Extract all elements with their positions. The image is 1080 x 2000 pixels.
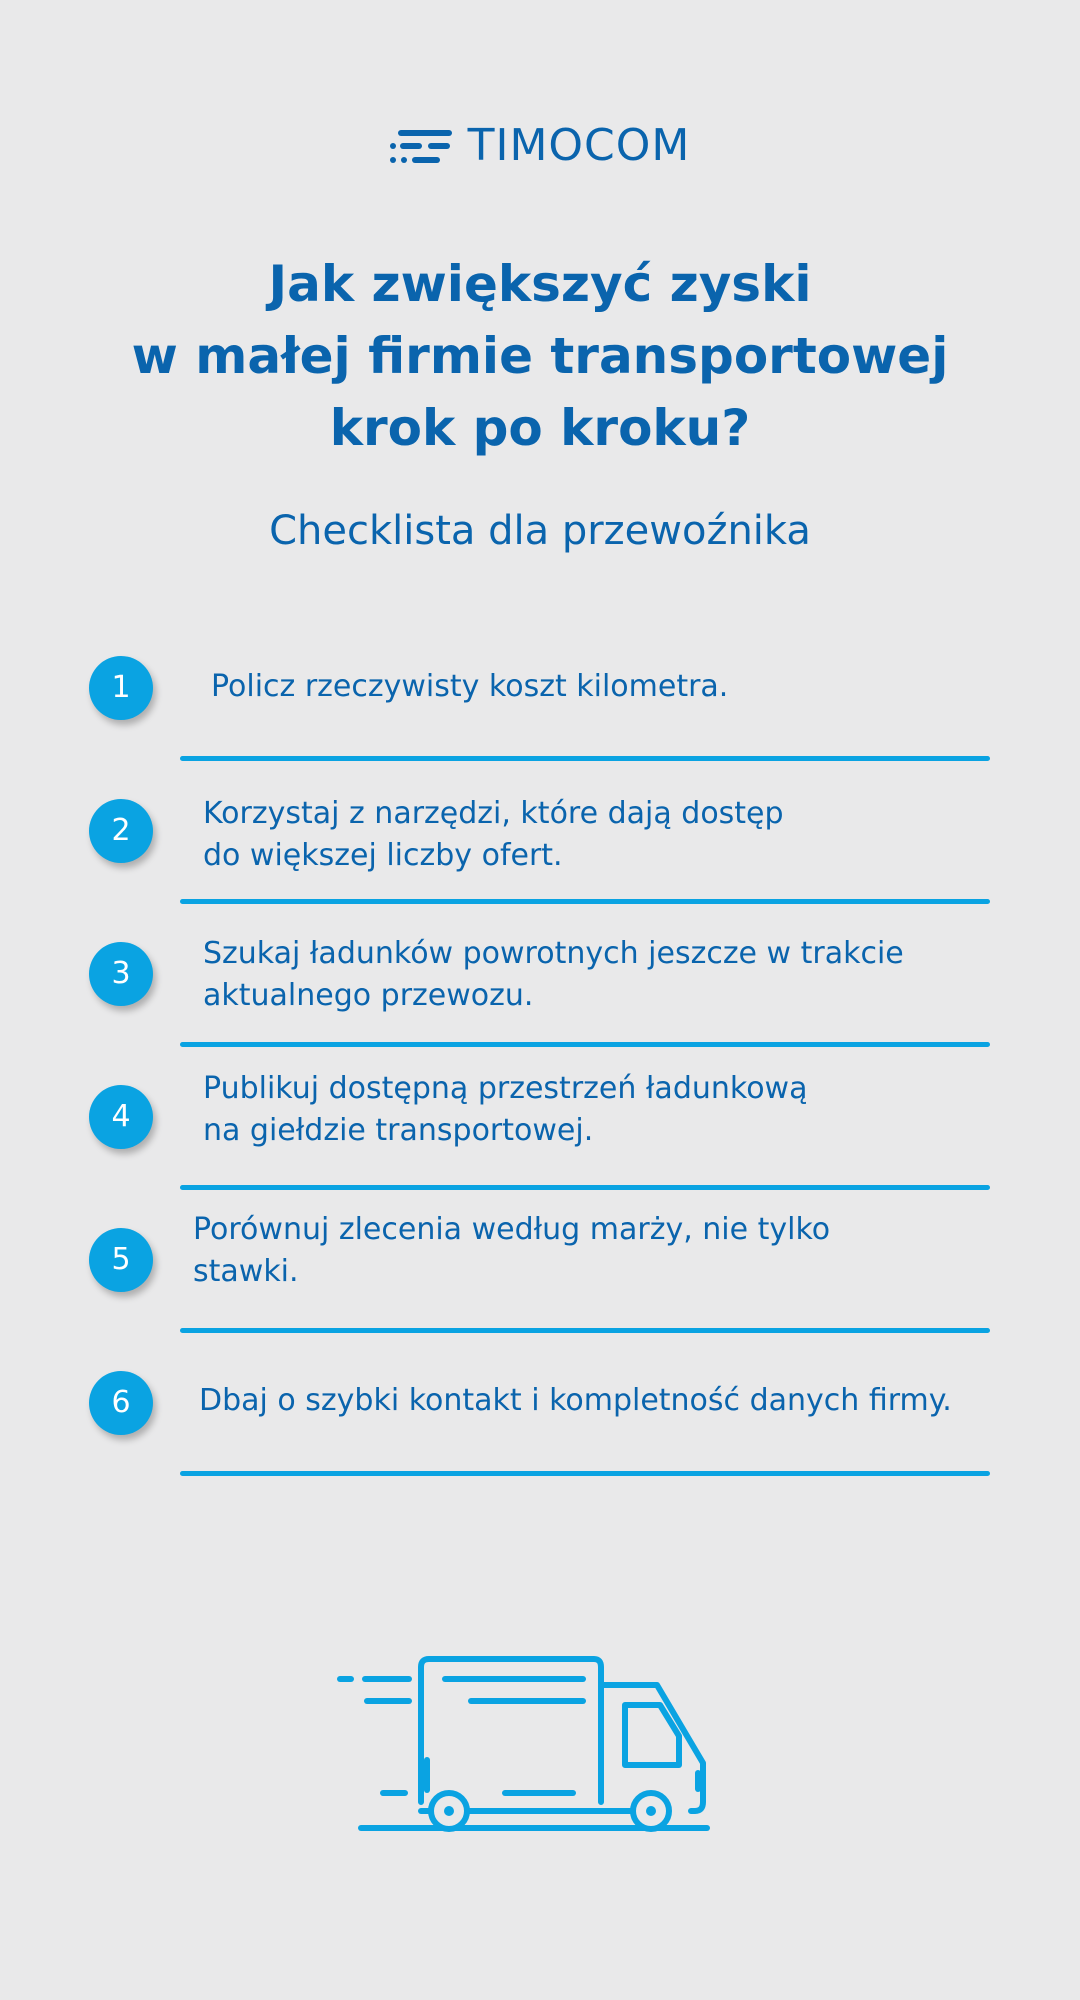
- step-number-badge: 4: [89, 1085, 153, 1149]
- checklist-divider: [180, 1328, 990, 1333]
- step-number-badge: 3: [89, 942, 153, 1006]
- checklist-divider: [180, 899, 990, 904]
- checklist-item-text: [193, 1209, 830, 1293]
- checklist-item-4: [0, 1073, 1080, 1216]
- checklist-item-line: Policz rzeczywisty koszt kilometra.: [211, 669, 729, 704]
- checklist-item-2: [0, 787, 1080, 930]
- checklist-item-line: Szukaj ładunków powrotnych jeszcze w trakcie: [203, 936, 904, 971]
- checklist-divider: [180, 1471, 990, 1476]
- checklist-divider: [180, 1042, 990, 1047]
- checklist-item-line: do większej liczby ofert.: [203, 838, 563, 873]
- title-line-1: Jak zwiększyć zyski: [268, 255, 812, 313]
- step-number-badge: 1: [89, 656, 153, 720]
- checklist-item-3: [0, 930, 1080, 1073]
- checklist-divider: [180, 756, 990, 761]
- checklist-item-line: Korzystaj z narzędzi, które dają dostęp: [203, 796, 784, 831]
- checklist-item-line: Dbaj o szybki kontakt i kompletność danych firmy.: [199, 1383, 952, 1418]
- step-number-badge: 2: [89, 799, 153, 863]
- step-number-badge: 5: [89, 1228, 153, 1292]
- checklist-divider: [180, 1185, 990, 1190]
- checklist-item-5: [0, 1212, 1080, 1359]
- brand-logo: [0, 118, 1080, 174]
- checklist-item-text: [203, 1068, 807, 1152]
- checklist-item-6: [0, 1359, 1080, 1502]
- page-subtitle: Checklista dla przewoźnika: [269, 508, 811, 554]
- brand-name: TIMOCOM: [467, 120, 691, 171]
- delivery-truck-icon: [335, 1655, 715, 1835]
- timocom-logo-mark-icon: [390, 126, 454, 166]
- checklist-item-text: [199, 1380, 952, 1422]
- title-line-3: krok po kroku?: [329, 399, 751, 457]
- checklist-item-1: [0, 644, 1080, 787]
- checklist-item-text: [203, 933, 904, 1017]
- checklist-item-line: Porównuj zlecenia według marży, nie tylko: [193, 1212, 831, 1247]
- step-number-badge: 6: [89, 1371, 153, 1435]
- checklist-item-line: na giełdzie transportowej.: [203, 1113, 594, 1148]
- checklist-item-text: [203, 793, 784, 877]
- checklist-item-text: [211, 666, 728, 708]
- title-line-2: w małej firmie transportowej: [131, 327, 949, 385]
- checklist-item-line: stawki.: [193, 1254, 299, 1289]
- checklist-item-line: Publikuj dostępną przestrzeń ładunkową: [203, 1071, 808, 1106]
- page-title: [0, 248, 1080, 464]
- checklist-item-line: aktualnego przewozu.: [203, 978, 534, 1013]
